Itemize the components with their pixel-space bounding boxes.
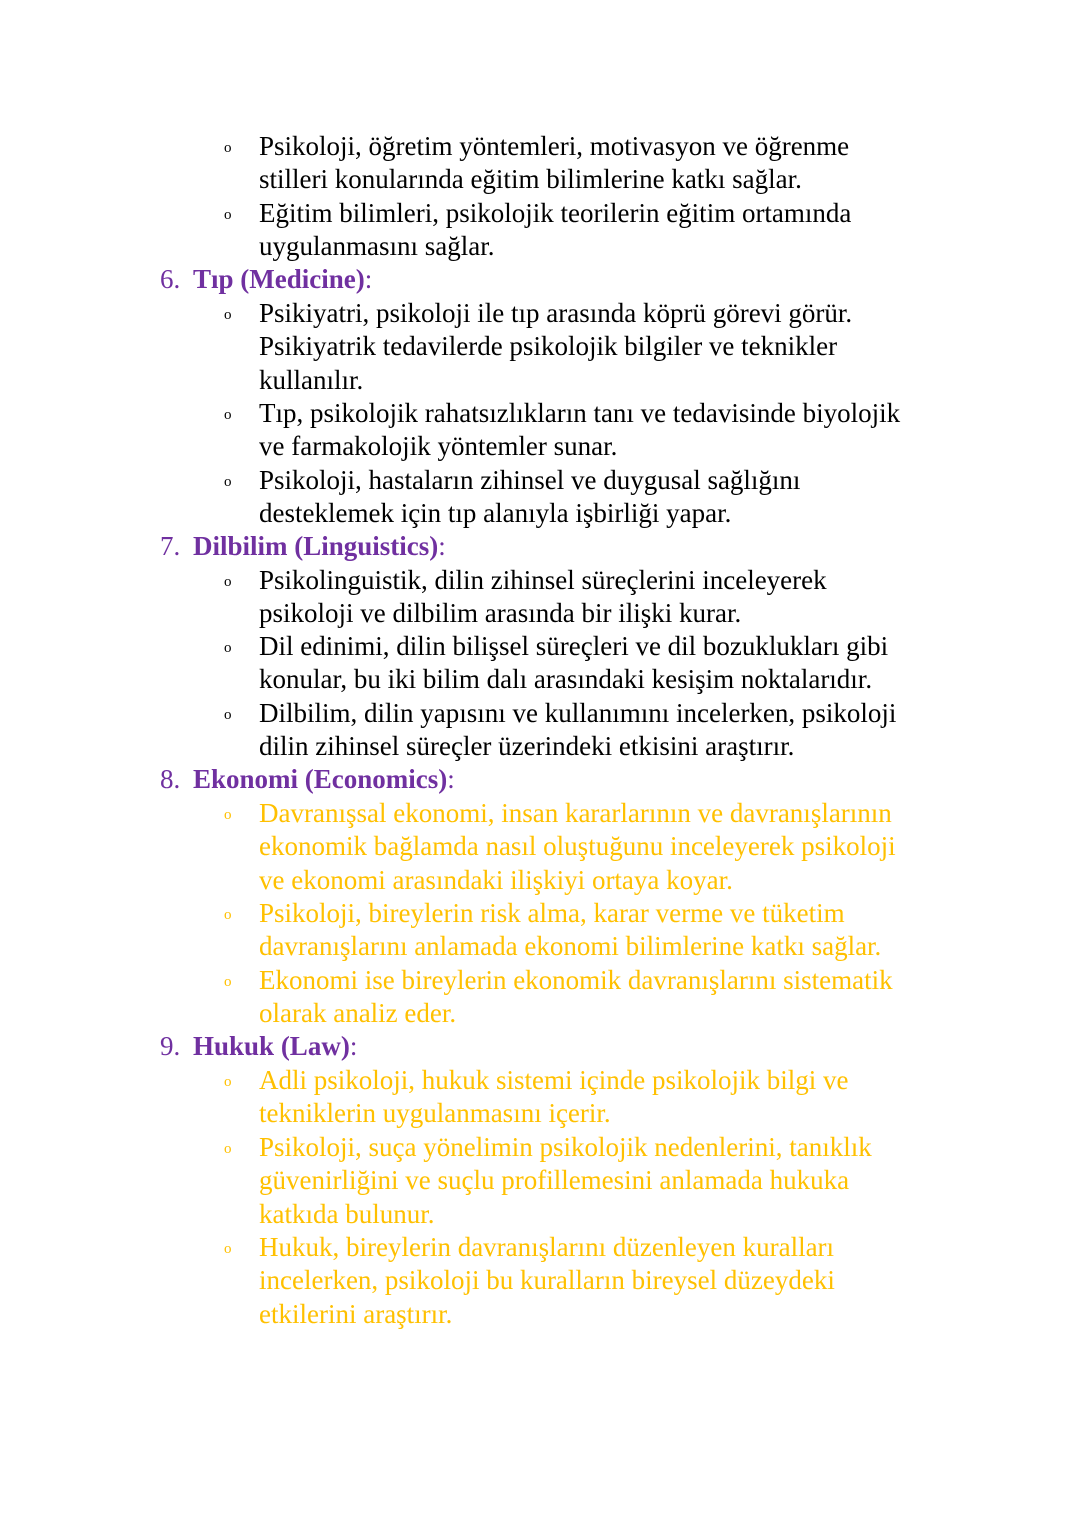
- hollow-bullet-icon: o: [224, 907, 232, 923]
- bullet-text-line: Psikiyatri, psikoloji ile tıp arasında köprü görevi görür.: [259, 298, 853, 328]
- section-number: 9.: [160, 1031, 181, 1061]
- section-heading: [160, 530, 446, 563]
- bullet-text-line: dilin zihinsel süreçler üzerindeki etkisini araştırır.: [259, 731, 795, 762]
- hollow-bullet-icon: o: [224, 307, 232, 323]
- section-heading: [160, 763, 455, 796]
- bullet-text-line: olarak analiz eder.: [259, 998, 457, 1029]
- bullet-text-line: Psikoloji, öğretim yöntemleri, motivasyon ve öğrenme: [259, 131, 850, 161]
- bullet-text-line: Dilbilim, dilin yapısını ve kullanımını incelerken, psikoloji: [259, 698, 897, 728]
- bullet-text-line: konular, bu iki bilim dalı arasındaki kesişim noktalarıdır.: [259, 664, 873, 695]
- bullet-text-line: Psikoloji, hastaların zihinsel ve duygusal sağlığını: [259, 465, 801, 495]
- hollow-bullet-icon: o: [224, 640, 232, 656]
- section-number: 6.: [160, 264, 181, 294]
- section-colon: :: [349, 1031, 358, 1061]
- bullet-text-line: kullanılır.: [259, 364, 364, 395]
- hollow-bullet-icon: o: [224, 1141, 232, 1157]
- section-title: Tıp (Medicine): [193, 264, 365, 294]
- section-title: Hukuk (Law): [193, 1031, 350, 1061]
- hollow-bullet-icon: o: [224, 707, 232, 723]
- section-title: Dilbilim (Linguistics): [193, 531, 439, 561]
- bullet-text-line: Adli psikoloji, hukuk sistemi içinde psikolojik bilgi ve: [259, 1065, 849, 1095]
- hollow-bullet-icon: o: [224, 207, 232, 223]
- bullet-text-line: ve ekonomi arasındaki ilişkiyi ortaya koyar.: [259, 864, 733, 895]
- bullet-text-line: Psikoloji, suça yönelimin psikolojik nedenlerini, tanıklık: [259, 1132, 872, 1162]
- section-number: 7.: [160, 531, 181, 561]
- hollow-bullet-icon: o: [224, 807, 232, 823]
- bullet-text-line: Ekonomi ise bireylerin ekonomik davranışlarını sistematik: [259, 965, 893, 995]
- bullet-text-line: Hukuk, bireylerin davranışlarını düzenleyen kuralları: [259, 1232, 835, 1262]
- section-heading: [160, 1030, 357, 1063]
- hollow-bullet-icon: o: [224, 474, 232, 490]
- section-colon: :: [438, 531, 446, 561]
- section-heading: [160, 263, 372, 296]
- bullet-text-line: Tıp, psikolojik rahatsızlıkların tanı ve tedavisinde biyolojik: [259, 398, 901, 428]
- bullet-text-line: ve farmakolojik yöntemler sunar.: [259, 431, 618, 462]
- bullet-text-line: tekniklerin uygulanmasını içerir.: [259, 1098, 611, 1129]
- bullet-text-line: uygulanmasını sağlar.: [259, 231, 495, 262]
- bullet-text-line: Psikiyatrik tedavilerde psikolojik bilgiler ve teknikler: [259, 331, 838, 362]
- bullet-text-line: katkıda bulunur.: [259, 1198, 435, 1229]
- bullet-text-line: incelerken, psikoloji bu kuralların bireysel düzeydeki: [259, 1265, 835, 1296]
- section-title: Ekonomi (Economics): [193, 764, 448, 794]
- section-colon: :: [364, 264, 373, 294]
- bullet-text-line: etkilerini araştırır.: [259, 1298, 453, 1329]
- bullet-text-line: Davranışsal ekonomi, insan kararlarının ve davranışlarının: [259, 798, 892, 828]
- section-colon: :: [447, 764, 455, 794]
- bullet-text-line: Psikolinguistik, dilin zihinsel süreçlerini inceleyerek: [259, 565, 827, 595]
- hollow-bullet-icon: o: [224, 1074, 232, 1090]
- bullet-text-line: güvenirliğini ve suçlu profillemesini anlamada hukuka: [259, 1165, 850, 1196]
- bullet-text-line: davranışlarını anlamada ekonomi bilimlerine katkı sağlar.: [259, 931, 882, 962]
- hollow-bullet-icon: o: [224, 1241, 232, 1257]
- bullet-text-line: desteklemek için tıp alanıyla işbirliği yapar.: [259, 498, 732, 529]
- bullet-text-line: Psikoloji, bireylerin risk alma, karar verme ve tüketim: [259, 898, 845, 928]
- bullet-text-line: psikoloji ve dilbilim arasında bir ilişki kurar.: [259, 598, 742, 629]
- hollow-bullet-icon: o: [224, 407, 232, 423]
- bullet-text-line: Dil edinimi, dilin bilişsel süreçleri ve dil bozuklukları gibi: [259, 631, 889, 661]
- bullet-text-line: Eğitim bilimleri, psikolojik teorilerin eğitim ortamında: [259, 198, 852, 228]
- hollow-bullet-icon: o: [224, 974, 232, 990]
- section-number: 8.: [160, 764, 181, 794]
- hollow-bullet-icon: o: [224, 574, 232, 590]
- hollow-bullet-icon: o: [224, 140, 232, 156]
- bullet-text-line: stilleri konularında eğitim bilimlerine katkı sağlar.: [259, 164, 802, 195]
- bullet-text-line: ekonomik bağlamda nasıl oluştuğunu inceleyerek psikoloji: [259, 831, 896, 862]
